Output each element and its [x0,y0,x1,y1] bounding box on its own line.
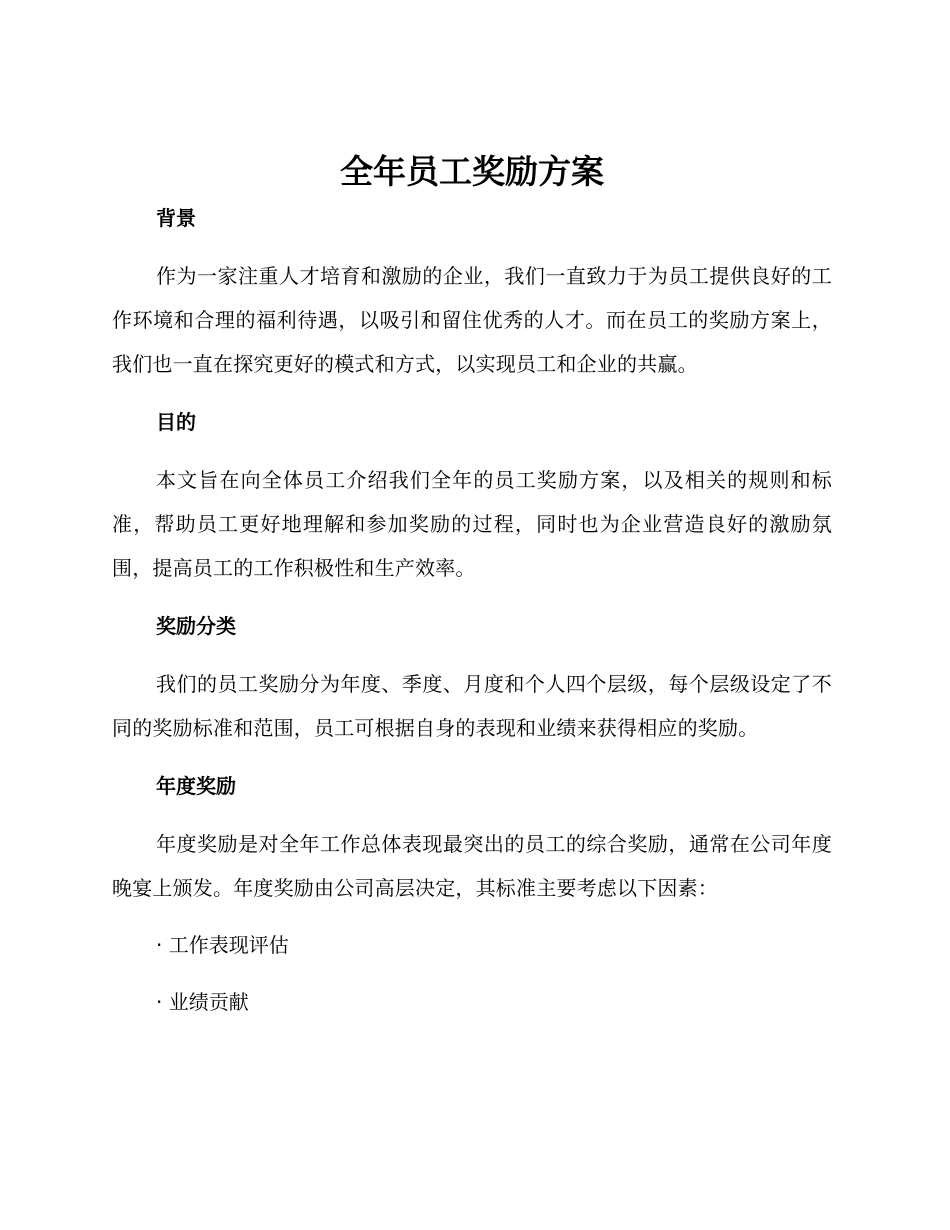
section-heading-reward-categories: 奖励分类 [156,614,236,638]
section-heading-purpose: 目的 [156,410,196,434]
section-heading-background: 背景 [156,206,196,230]
section-paragraph-purpose: 本文旨在向全体员工介绍我们全年的员工奖励方案，以及相关的规则和标准，帮助员工更好地理解和参加奖励的过程，同时也为企业营造良好的激励氛围，提高员工的工作积极性和生产效率。 [112,468,832,580]
section-paragraph-annual-reward: 年度奖励是对全年工作总体表现最突出的员工的综合奖励，通常在公司年度晚宴上颁发。年度奖励由公司高层决定，其标准主要考虑以下因素： [112,832,832,900]
section-paragraph-reward-categories: 我们的员工奖励分为年度、季度、月度和个人四个层级，每个层级设定了不同的奖励标准和范围，员工可根据自身的表现和业绩来获得相应的奖励。 [112,672,832,740]
section-paragraph-background: 作为一家注重人才培育和激励的企业，我们一直致力于为员工提供良好的工作环境和合理的福利待遇，以吸引和留住优秀的人才。而在员工的奖励方案上，我们也一直在探究更好的模式和方式，以实现员工和企业的共赢。 [112,264,832,376]
document-title: 全年员工奖励方案 [340,152,604,191]
bullet-item-performance: · 工作表现评估 [156,933,289,957]
section-heading-annual-reward: 年度奖励 [156,774,236,798]
bullet-item-contribution: · 业绩贡献 [156,990,249,1014]
